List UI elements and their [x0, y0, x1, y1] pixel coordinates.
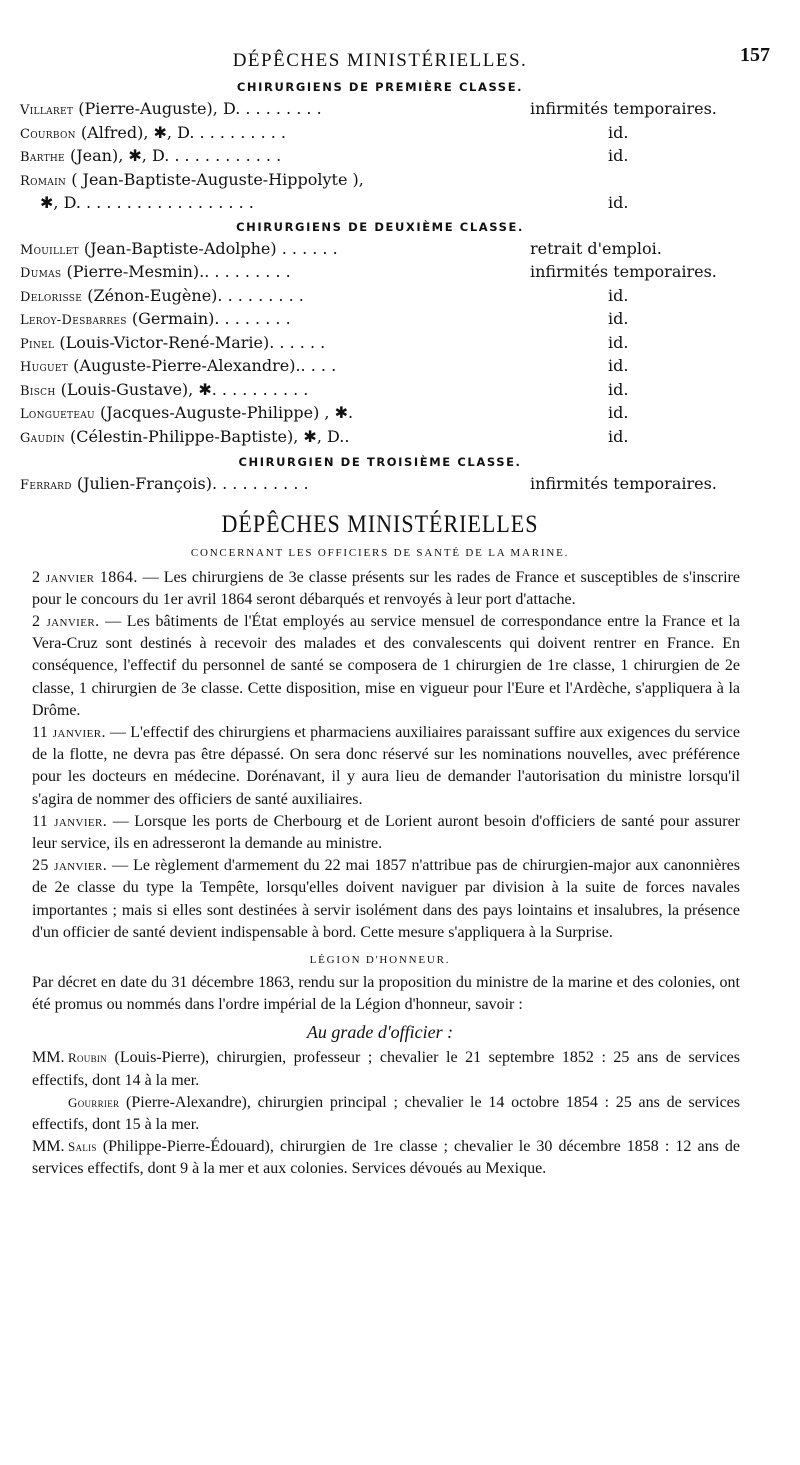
dispatch-text: — Lorsque les ports de Cherbourg et de Lorient auront besoin d'officiers de santé pour assurer leur service, ils en adresseront la demande au ministre. [32, 812, 740, 852]
roster-entry [20, 355, 740, 379]
entry-status: infirmités temporaires. [530, 262, 717, 281]
entry-status: id. [608, 193, 629, 212]
entry-given-names: (Jacques-Auguste-Philippe) , ✱. [94, 403, 354, 422]
second-class-list [20, 238, 740, 450]
entry-name [20, 261, 291, 285]
entry-surname: Pinel [20, 336, 55, 352]
dispatch-paragraph [20, 855, 740, 944]
entry-given-names: (Jean), ✱, D. [64, 146, 170, 165]
entry-given-names: (Alfred), ✱, D. [75, 122, 195, 142]
entry-status: retrait d'emploi. [530, 238, 662, 258]
roster-entry [20, 402, 740, 426]
entry-name [20, 402, 353, 426]
roster-entry [20, 426, 740, 450]
dispatch-date: 2 janvier 1864. [32, 568, 138, 586]
entry-name [20, 332, 325, 356]
entry-status: id. [608, 285, 629, 305]
roster-entry [20, 261, 740, 285]
legion-title: LÉGION D'HONNEUR. [309, 953, 451, 966]
entry-status: id. [608, 146, 629, 165]
roster-entry [20, 379, 740, 403]
roster-entry [20, 169, 740, 193]
first-class-list [20, 98, 740, 214]
entry-name [20, 169, 364, 193]
dispatch-date: 25 janvier. [32, 857, 108, 875]
entry-surname: Leroy-Desbarres [20, 313, 127, 328]
entry-surname: Ferrard [20, 478, 72, 493]
entry-status: infirmités temporaires. [530, 474, 717, 493]
entry-given-names: (Zénon-Eugène). [82, 285, 223, 305]
entry-given-names: (Louis-Gustave), ✱. [55, 379, 217, 399]
entry-given-names: (Jean-Baptiste-Adolphe) [78, 238, 277, 258]
third-class-list [20, 473, 740, 497]
award-entry [32, 1092, 740, 1136]
entry-surname: Barthe [20, 150, 65, 165]
second-class-heading: CHIRURGIENS DE DEUXIÈME CLASSE. [236, 219, 524, 234]
page-number: 157 [740, 44, 770, 66]
entry-status: id. [608, 403, 629, 422]
roster-entry [20, 145, 740, 169]
entry-given-names: (Louis-Victor-René-Marie). [54, 332, 275, 352]
entry-given-names: (Julien-François). [71, 474, 218, 493]
third-class-heading: CHIRURGIEN DE TROISIÈME CLASSE. [238, 455, 522, 469]
award-prefix: MM. [32, 1138, 65, 1156]
dispatch-date: 2 janvier. [32, 612, 100, 630]
entry-surname: Courbon [20, 126, 76, 142]
entry-status: infirmités temporaires. [530, 99, 717, 118]
entry-leader-dots: . . . . . [274, 332, 326, 352]
roster-entry [20, 285, 740, 309]
award-entry [32, 1047, 740, 1091]
entry-leader-dots: . . . . [300, 356, 337, 375]
entry-leader-dots: . . . . . . . . . [217, 474, 309, 493]
entry-status: id. [608, 426, 629, 446]
dispatch-text: — Les chirurgiens de 3e classe présents sur les rades de France et susceptibles de s'inscrire pour le concours du 1er avril 1864 seront débarqués et renvoyés à leur port d'attache. [32, 568, 740, 608]
running-title: DÉPÊCHES MINISTÉRIELLES. [232, 50, 528, 71]
entry-name [20, 122, 286, 146]
award-text: (Louis-Pierre), chirurgien, professeur ; chevalier le 21 septembre 1852 : 25 ans de services effectifs, dont 14 à la mer. [32, 1049, 740, 1089]
entry-given-names: ✱, D. [40, 193, 81, 212]
entry-name [20, 238, 338, 262]
entry-leader-dots: . . . . . . . . . [194, 122, 286, 142]
dispatch-date: 11 janvier. [32, 723, 106, 741]
running-head [20, 44, 770, 74]
entry-name [20, 379, 308, 403]
entry-surname: Dumas [20, 266, 62, 281]
entry-given-names: (Célestin-Philippe-Baptiste), ✱, D.. [64, 426, 350, 446]
dispatch-paragraph [20, 567, 740, 611]
entry-surname: Villaret [20, 103, 74, 118]
entry-name [20, 426, 349, 450]
award-entry [32, 1136, 740, 1180]
entry-name [20, 473, 309, 497]
grade-heading: Au grade d'officier : [306, 1022, 454, 1043]
award-prefix: MM. [32, 1049, 65, 1067]
entry-status: id. [608, 122, 629, 142]
section-subtitle: CONCERNANT LES OFFICIERS DE SANTÉ DE LA MARINE. [190, 546, 570, 559]
entry-name [20, 192, 254, 214]
legion-intro: Par décret en date du 31 décembre 1863, rendu sur la proposition du ministre de la marine et des colonies, ont été promus ou nommés dans l'ordre impérial de la Légion d'honneur, savoir : [32, 973, 740, 1014]
entry-name [20, 308, 291, 332]
entry-leader-dots: . . . . . . . . [222, 285, 304, 305]
dispatch-date: 11 janvier. [32, 812, 108, 830]
dispatch-paragraphs [20, 567, 740, 944]
entry-status: id. [608, 309, 629, 328]
dispatch-text: — Le règlement d'armement du 22 mai 1857 n'attribue pas de chirurgien-major aux canonnières de 2e classe du type la Tempête, lorsqu'elles doivent naviguer par division à la suite de forces navales importantes ; mais si elles sont destinées à servir isolément dans des pays lointains et insalubres, la présence d'un officier de santé devient indispensable à bord. Cette mesure s'appliquera à la Surprise. [32, 857, 741, 941]
entry-leader-dots: . . . . . . . . . [204, 262, 291, 281]
roster-entry [20, 308, 740, 332]
entry-surname: Huguet [20, 360, 69, 375]
entry-given-names: (Pierre-Mesmin). [61, 262, 205, 281]
entry-surname: Delorisse [20, 289, 83, 305]
roster-entry [20, 473, 740, 497]
first-class-heading: CHIRURGIENS DE PREMIÈRE CLASSE. [236, 80, 524, 94]
entry-surname: Mouillet [20, 242, 79, 258]
entry-given-names: (Pierre-Auguste), D. [73, 99, 241, 118]
dispatch-paragraph [20, 811, 740, 855]
entry-surname: Romain [20, 173, 67, 189]
entry-surname: Longueteau [20, 407, 95, 422]
roster-entry [20, 192, 740, 214]
entry-given-names: ( Jean-Baptiste-Auguste-Hippolyte ), [66, 169, 364, 189]
entry-status: id. [608, 332, 629, 352]
entry-name [20, 355, 336, 379]
entry-leader-dots: . . . . . . . [219, 309, 291, 328]
award-list [20, 1047, 740, 1180]
entry-surname: Gaudin [20, 430, 65, 446]
entry-leader-dots: . . . . . . . . . . . [169, 146, 282, 165]
dispatch-paragraph [20, 722, 740, 811]
entry-given-names: (Auguste-Pierre-Alexandre). [68, 356, 301, 375]
award-surname: Salis [68, 1139, 97, 1155]
award-text: (Philippe-Pierre-Édouard), chirurgien de 1re classe ; chevalier le 30 décembre 1858 : 12 ans de services effectifs, dont 9 à la mer et aux colonies. Services dévoués au Mexique. [32, 1138, 740, 1178]
award-surname: Roubin [68, 1050, 107, 1066]
section-title: DÉPÊCHES MINISTÉRIELLES [221, 508, 539, 538]
entry-name [20, 285, 304, 309]
entry-leader-dots: . . . . . . . . [240, 99, 322, 118]
dispatch-paragraph [20, 611, 740, 722]
entry-given-names: (Germain). [126, 309, 220, 328]
entry-name [20, 145, 281, 169]
roster-entry [20, 238, 740, 262]
entry-name [20, 98, 322, 122]
entry-leader-dots: . . . . . . [276, 238, 338, 258]
roster-entry [20, 332, 740, 356]
entry-status: id. [608, 379, 629, 399]
award-text: (Pierre-Alexandre), chirurgien principal ; chevalier le 14 octobre 1854 : 25 ans de services effectifs, dont 15 à la mer. [32, 1093, 740, 1133]
dispatch-text: — L'effectif des chirurgiens et pharmaciens auxiliaires paraissant suffire aux exigences du service de la flotte, ne devra pas être dépassé. On sera donc réservé sur les nominations nouvelles, avec préférence pour les docteurs en médecine. Dorénavant, il y aura lieu de demander l'autorisation du ministre lorsqu'il s'agira de nommer des officiers de santé auxiliaires. [32, 723, 741, 808]
entry-status: id. [608, 356, 629, 375]
dispatch-text: — Les bâtiments de l'État employés au service mensuel de correspondance entre la France et la Vera-Cruz sont destinés à recevoir des malades et des convalescents qui doivent rentrer en France. En conséquence, l'effectif du personnel de santé se composera de 1 chirurgien de 1re classe, 1 chirurgien de 2e classe, 1 chirurgien de 3e classe. Cette disposition, mise en vigueur pour l'Eure et l'Ardèche, s'appliquera à la Drôme. [32, 612, 740, 719]
roster-entry [20, 122, 740, 146]
entry-surname: Bisch [20, 383, 56, 399]
roster-entry [20, 98, 740, 122]
entry-leader-dots: . . . . . . . . . [216, 379, 309, 399]
entry-leader-dots: . . . . . . . . . . . . . . . . . [80, 193, 254, 212]
award-surname: Gourrier [68, 1094, 120, 1110]
